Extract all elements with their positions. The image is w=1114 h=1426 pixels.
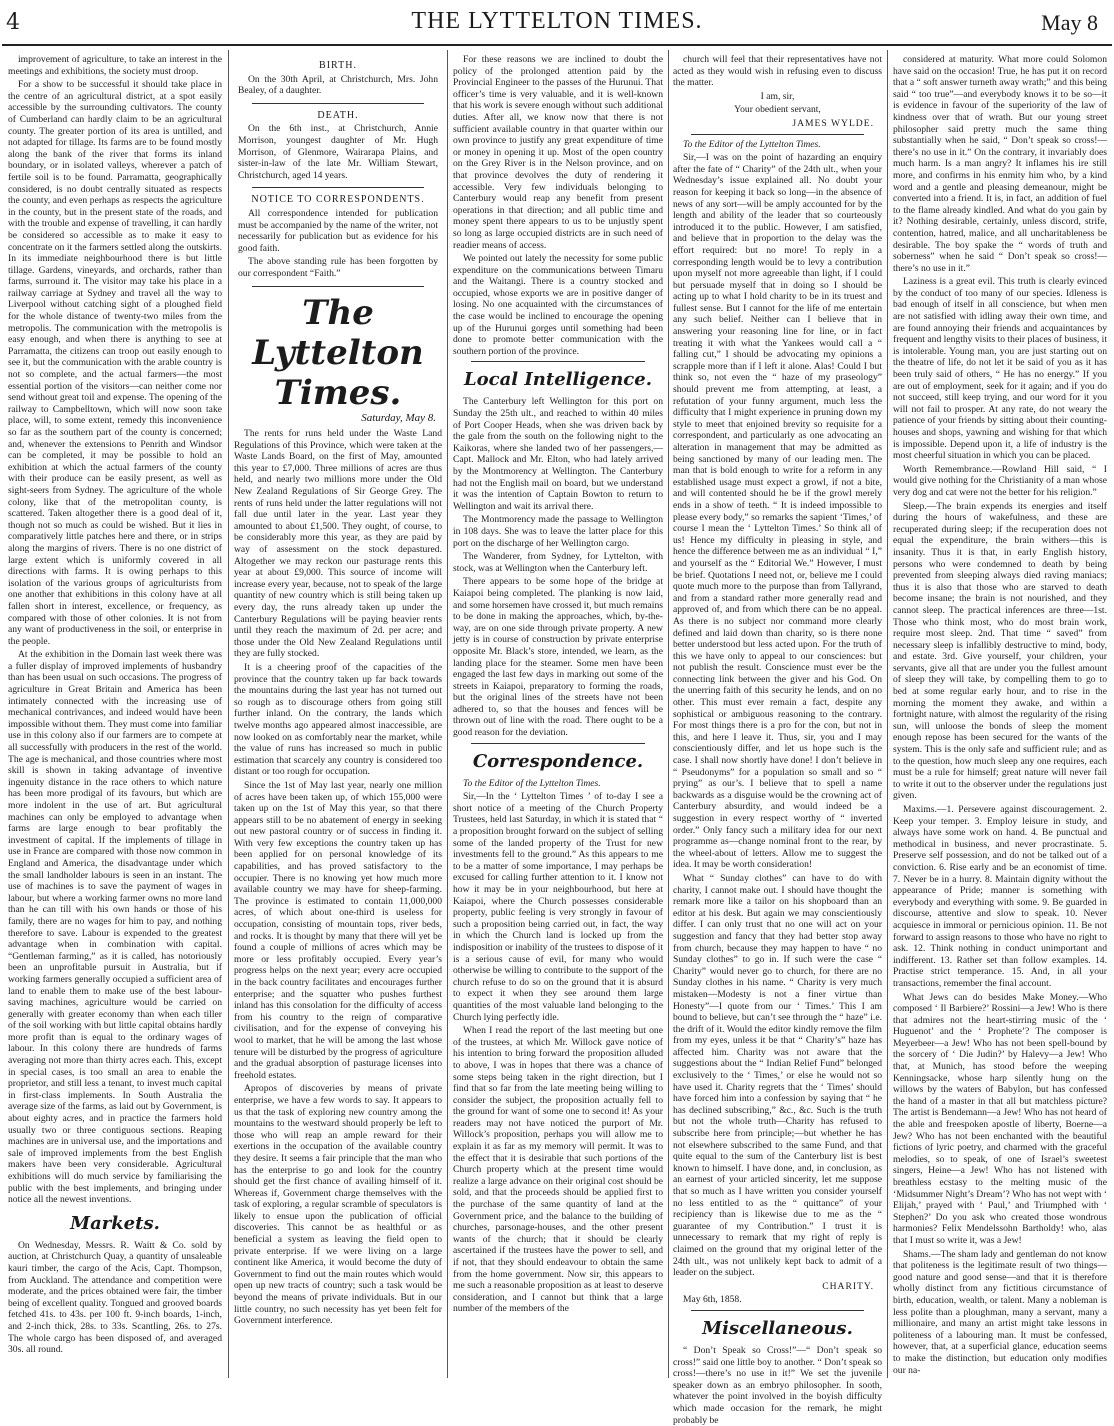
letter-closing: I am, sir, xyxy=(760,90,795,102)
divider xyxy=(252,286,424,287)
birth-notice xyxy=(238,60,438,97)
letter-closing: Your obedient servant, xyxy=(734,104,821,116)
letter-paragraph: When I read the report of the last meeting but one of the trustees, at which Mr. Willock gave notice of his intention to bring forward the proposition alluded to above, I was in hopes that there was a chance of some steps being taken in the right direction, but I find that so far from the late meeting being willing to consider the subject, the proposition actually fell to the ground for want of some one to second it! As your readers may not have noticed the purport of Mr. Willock’s proposition, perhaps you will allow me to explain it as far as my memory will permit. It was to the effect that it is desirable that such portions of the Church property which at the present time would realize a large advance on their original cost should be sold, and that the proceeds should be applied first to the purchase of the same quantity of land at the Government price, and the balance to the building of churches, parsonage-houses, and the other present wants of the church; that it should be clearly ascertained if the trustees have the power to sell, and if not, that they should endeavour to obtain the same from the home government. Now sir, this appears to me such a reasonable proposition as at least to deserve consideration, and I cannot but think that a large number of the members of the xyxy=(453,1025,663,1315)
letter-date: May 6th, 1858. xyxy=(683,1294,742,1306)
letter-signature: JAMES WYLDE. xyxy=(792,117,874,129)
article-paragraph: Since the 1st of May last year, nearly one million of acres have been taken up, of which 155,000 were taken up on the 1st of May this year, so that there appears still to be no abatement of energy in seeking out new pastoral country or of success in finding it. With very few exceptions the country taken up has been applied for on personal knowledge of its capabilities, and has proved satisfactory to the occupier. There is no knowing yet how much more available country we may have for sheep-farming. The province is estimated to contain 11,000,000 acres, of which about one-third is useless for occupation, consisting of mountain tops, river beds, and rocks. It is thought by many that there will yet be found a couple of millions of acres which may be more or less profitably occupied. Every year’s progress helps on the next year; every acre occupied in the back country facilitates and encourages further enterprise; and the squatter who pushes furthest inland has this consolation for the difficulty of access from his country to the reign of comparative civilisation, and for the expense of conveying his wool to market, that he will be among the last whose tenure will be disturbed by the progress of agriculture and the gradual absorption of pasturage licenses into freehold estates. xyxy=(234,779,442,1081)
column-rule xyxy=(887,50,888,1378)
section-heading-local-intelligence: Local Intelligence. xyxy=(464,369,652,391)
news-paragraph: There appears to be some hope of the bridge at Kaiapoi being completed. The planking is now laid, and some horsemen have crossed it, but much remains to be done in making the approaches, which, by-the-way, are on one side through private property. A new jetty is in course of construction by private enterprise opposite Mr. Black’s store, intended, we learn, as the landing place for the steamer. Some men have been engaged the last few days in marking out some of the streets in Kaiapoi, preparatory to forming the roads, but the original lines of the streets have not been adhered to, so that the houses and fences will be thrown out of line with the road. There ought to be a good reason for the deviation. xyxy=(453,576,663,739)
editorial-dateline: Saturday, May 8. xyxy=(361,411,436,424)
column-rule xyxy=(668,50,669,1378)
news-paragraph: The Wanderer, from Sydney, for Lyttelton, with stock, was at Wellington when the Canterbury left. xyxy=(453,551,663,574)
article-paragraph: It is a cheering proof of the capacities of the province that the country taken up far back towards the mountains during the last year has not turned out so rough as to discourage others from going still further inland. On the contrary, the lands which twelve months ago appeared almost inaccessible, are now looked on as comfortably near the market, while the value of runs has increased so much in public estimation that scarcely any country is considered too distant or too rough for occupation. xyxy=(234,661,442,778)
issue-date: May 8 xyxy=(1041,10,1098,35)
divider xyxy=(471,361,645,362)
letter-address: To the Editor of the Lyttelton Times. xyxy=(463,777,601,789)
article-paragraph: We pointed out lately the necessity for some public expenditure on the communications between Timaru and the Waitangi. There is a country stocked and occupied, whose exports we are in positive danger of losing. No one acquainted with the circumstances of the case would be inclined to encourage the opening up of the Hurunui gorges until something had been done to promote better communication with the southern portion of the province. xyxy=(453,253,663,357)
article-paragraph: For these reasons we are inclined to doubt the policy of the prolonged attention paid by the Provincial Engineer to the passes of the Hurunui. That officer’s time is very valuable, and it is well-known that his work is severe enough without such additional duties. After all, we know now that there is not sufficient available country in that quarter within our own province to justify any great expenditure of time or money in opening it up. Most of the open country on the Grey River is in the Nelson province, and on that province devolves the duty of rendering it accessible. Very few individuals belonging to Canterbury would reap any benefit from present operations in that direction; and all public time and money spent there appears to us to be unjustly spent so long as large occupied districts are in such need of readier means of access. xyxy=(453,54,663,251)
misc-paragraph: Maxims.—1. Persevere against discouragement. 2. Keep your temper. 3. Employ leisure in study, and always have some work on hand. 4. Be punctual and methodical in business, and never procrastinate. 5. Preserve self possession, and do not be talked out of a conviction. 6. Rise early and be an economist of time. 7. Never be in a hurry. 8. Maintain dignity without the appearance of Pride; manner is something with everybody and everything with some. 9. Be guarded in discourse, attentive and slow to speak. 10. Never acquiesce in immoral or pernicious opinion. 11. Be not forward to assign reasons to those who have no right to ask. 12. Think nothing in conduct unimportant and indifferent. 13. Rather set than follow examples. 14. Practise strict temperance. 15. And, in all your transactions, remember the final account. xyxy=(893,804,1107,989)
notice-text: All correspondence intended for publication must be accompanied by the name of the writer, not necessarily for publication but as evidence for his good faith. xyxy=(238,207,438,254)
header-rule xyxy=(2,44,1112,46)
letter-address: To the Editor of the Lyttelton Times. xyxy=(683,138,821,150)
misc-paragraph: considered at maturity. What more could Solomon have said on the occasion! True, he has put it on record that a “ soft answer turneth away wrath;” and this being said “ too true”—and everybody knows it to be so—it is evidence in favour of the superiority of the law of kindness over that of wrath. But our young street philosopher said pretty much the same thing substantially when he said, “ Don’t speak so cross!—there’s no use in it.” On the contrary, it invariably does much harm. Is a man angry? It inflames his ire still more, and confirms in his enmity him who, by a kind word and a gentle and pleasing demeanour, might be converted into a friend. It is, in fact, an addition of fuel to the flame already kindled. And what do you gain by it? Nothing desirable, certainly, unless discord, strife, contention, hatred, malice, and all uncharitableness be desirable. The boy spake the “ words of truth and soberness” when he said “ Don’t speak so cross!—there’s no use in it.” xyxy=(893,54,1107,274)
misc-paragraph: Laziness is a great evil. This truth is clearly evinced by the conduct of too many of our species. Idleness is bad enough of itself in all conscience, but when men are not satisfied with idling away their own time, and are found annoying their friends and acquaintances by frequent and lengthy visits to their places of business, it is intolerable. Young man, you are just starting out on the theatre of life, do not let it be said of you as it has been truly said of others, “ He has no energy.” If you are out of employment, seek for it again; and if you do not succeed, still keep trying, and our word for it you will not fail to prosper. At any rate, do not weary the patience of your friends by sitting about their counting-houses and shops, yawning and wishing for that which is impossible. Depend upon it, a life of industry is the most cheerful situation in which you can be placed. xyxy=(893,276,1107,462)
news-paragraph: The Canterbury left Wellington for this port on Sunday the 25th ult., and reached to within 40 miles of Port Cooper Heads, when she was driven back by the gale from the south on the following night to the Kaikoras, where she landed two of her passengers,—Capt. Mallock and Mr. Elton, who had lately arrived by the Montmorency at Wellington. The Canterbury had not the English mail on board, but we understand it was the intention of Captain Bowton to return to Wellington and wait its arrival there. xyxy=(453,396,663,512)
column-1 xyxy=(8,54,222,1380)
misc-paragraph: What Jews can do besides Make Money.—Who composed ‘ Il Barbiere?’ Rossini—a Jew! Who is there that admires not the heart-stirring music of the ‘ Huguenot’ and the ‘ Prophete’? The composer is Meyerbeer—a Jew! Who has not been spell-bound by the sorcery of ‘ Die Judin?’ by Halevy—a Jew! Who that, at Munich, has stood before the weeping Kenningsacke, whose harp silently hung on the willows by the waters of Babylon, but has confessed the hand of a master in that all but matchless picture? The artist is Bendemann—a Jew! Who has not heard of the able and freespoken apostle of liberty, Boerne—a Jew? Who has not been enchanted with the beautiful fictions of lyric poetry, and charmed with the graceful melodies, so to speak, of one of Israel’s sweetest singers, Heine—a Jew! Who has not listened with breathless ecstasy to the melting music of the ‘Midsummer Night’s Dream’? Who has not wept with ‘ Elijah,’ prayed with ‘ Paul,’ and Triumphed with ‘ Stephen?’ Do you ask who created those wondrous harmonies? Felix Mendelssohn Bartholdy! who, alas that I must so write it, was a Jew! xyxy=(893,991,1107,1246)
divider xyxy=(471,743,645,744)
divider xyxy=(252,187,424,188)
article-paragraph: Apropos of discoveries by means of private enterprise, we have a few words to say. It appears to us that the task of exploring new country among the mountains to the westward should properly be left to those who will reap an ample reward for their exertions in the occupation of the available country they desire. It seems a fair principle that the man who has the enterprise to go and look for the country should get the first chance of availing himself of it. Whereas if, Government charge themselves with the task of exploring, a regular scramble of speculators is likely to ensue upon the publication of official discoveries. This cannot be as healthful or as beneficial a system as leaving the field open to private enterprise. If we were living on a large continent like America, it would become the duty of Government to find out the main routes which would open up new tracts of country; such a task would be beyond the means of private individuals. But in our little country, no such necessity has yet been felt for Government interference. xyxy=(234,1083,442,1327)
death-heading: DEATH. xyxy=(317,109,359,121)
article-paragraph: The rents for runs held under the Waste Land Regulations of this Province, which were taken at the Waste Lands Board, on the first of May, amounted this year to £7,000. Three millions of acres are thus held, and nearly two millions more under the Old New Zealand Regulations of Sir George Grey. The rents of runs held under the latter regulations will not fall due until later in the year. Last year they amounted to about £1,500. They ought, of course, to be considerably more this year, as they are paid by way of assessment on the stock depastured. Altogether we may reckon our pasturage rents this year at about £9,000. This source of income will increase every year, because, not to speak of the large quantity of new country which is still being taken up every day, the runs already taken up under the Canterbury Regulations will be paying heavier rents until they reach the maximum of 2d. per acre; and those under the Old New Zealand Regulations until they are fully stocked. xyxy=(234,428,442,660)
letter-paragraph: What “ Sunday clothes” can have to do with charity, I cannot make out. I should have thought the remark more like a tailor on his shopboard than an editor at his desk. But again we may conscientiously differ. I can only trust that no one will act on your suggestion and fancy that they had better stop away from church, because they may happen to have “ no Sunday clothes” to go in. If such were the case “ Charity” would never go to church, for there are no Sunday clothes in his name. “ Charity is very much mistaken—Modesty is not a finer virtue than Honesty”—I quote from our ‘ Times.’ This I am bound to believe, but can’t see through the “ haze” i.e. the drift of it. Would the editor kindly remove the film from my eyes, unless it be that “ Charity’s” haze has affected him. Charity was not aware that the suggestions about the “ Indian Relief Fund” belonged exclusively to the ‘ Times,’ or else he would not so have used it. Charity regrets that the ‘ Times’ should have forced him into a confession by saying that “ he has declined subscribing,” &c., &c. Such is the truth but not the whole truth—Charity has refused to subscribe here from principle;—but whether he has not elsewhere subscribed to the same Fund, and that quite equal to the sum of the Canterbury list is best known to himself. I have done, and, in conclusion, as an earnest of your articled sincerity, let me suppose that so much as I have written you consider yourself no less entitled to as the “ quittance” of your recipiency than is likewise due to me as the “ guarantee of my Contribution.” I trust it is unnecessary to remark that my right of reply is claimed on the ground that my original letter of the 24th ult., was not unlikely kept back to admit of a leader on the subject. xyxy=(673,872,882,1279)
page-number: 4 xyxy=(6,10,20,35)
birth-heading: BIRTH. xyxy=(319,60,357,71)
column-4 xyxy=(673,54,882,1426)
newspaper-title: THE LYTTELTON TIMES. xyxy=(411,8,703,34)
birth-text: On the 30th April, at Christchurch, Mrs. John Bealey, of a daughter. xyxy=(238,73,438,97)
section-heading-correspondence: Correspondence. xyxy=(472,750,644,772)
column-3 xyxy=(453,54,663,1380)
correspondents-notice xyxy=(238,194,438,279)
news-paragraph: The Montmorency made the passage to Wellington in 108 days. She was to leave the latter place for this port on the discharge of her Wellington cargo. xyxy=(453,514,663,549)
divider xyxy=(252,103,424,104)
letter-signature: CHARITY. xyxy=(822,1280,874,1292)
misc-paragraph: Worth Remembrance.—Rowland Hill said, “ I would give nothing for the Christianity of a man whose very dog and cat were not the better for his religion.” xyxy=(893,463,1107,498)
letter-paragraph: Sir,—I was on the point of hazarding an enquiry after the fate of “ Charity” of the 24th ult., when your Wednesday’s issue explained all. No doubt your reason for keeping it back so long—in the absence of news of any sort—will be amply accounted for by the length and ability of the leader that so courteously introduced it to the public. However, I am satisfied, and believe that in proportion to the delay was the effort required: but no more! To reply in a corresponding length would be to levy a contribution upon myself not more agreeable than light, if I could but persuade myself that in doing so I should be acting up to what I hold charity to be in its truest and fullest sense. But I cannot for the life of me entertain any such belief. Neither can I believe that in answering your reasoning line for line, or in fact treating it with what the Yankees would call a “ falling cut,” I should be advocating my opinions a scrapple more than if I left it alone. Alas! Could I but think so, not even the “ haze of my praseology” should prevent me from attempting, at least, a refutation of your funny argument, much less the difficulty that I might experience in pruning down my style to meet that enjoined brevity so requisite for a correspondent, and particularly as one advocating an alteration in management that may be admitted as being sanctioned by many of our leading men. The man that is bold enough to write for a reform in any established usage must expect a growl, if not a bite, and will contented should he be if the growl merely ends in a show of teeth. “ It is indeed impossible to please every body,” so remarks the sapient ‘Times,’ of course I mean the ‘ Lyttelton Times.’ So think all of us! Hence my difficulty in pleasing in style, and hence the difference between me as an individual “ I,” and yourself as the “ Editorial We.” However, I must be brief. Quotations I need not, or, believe me I could quote much more to the purpose than from Tallyrand, and from a standard rather more generally read and approved of, and from which there can be no appeal. As there is no subject nor command more clearly defined and laid down than charity, so is there none better understood but less acted upon. For the truth of this we have only to appeal to our consciences: but not publish the result. Conscience must ever be the connecting link between the giver and his God. On the unerring faith of this security he lends, and on no other. This must ever remain a fact, despite any sophistical or ambiguous reasoning to the contrary. For most things there is a pro for the con, but not in this, and here I leave it. Thus, sir, you and I may conscientiously differ, and let us hope such is the case. I shall now shortly have done! I don’t believe in “ Pseudonyms” for a population so small and so “ prying” as our’s. I believe that to spell a name backwards as a disguise would be the crowning act of Canterbury absurdity, and would indeed be a suggestion in every respect worthy of “ inverted order.” Only fancy such a military idea for our next programme as—change nominal front to the rear, by the wheel-about of letters. Allow me to suggest the idea. It may be worth consideration! xyxy=(673,152,882,871)
article-paragraph: For a show to be successful it should take place in the centre of an agricultural district, at a spot easily accessible by the surrounding cultivators. The county of Cumberland can hardly claim to be an agricultural county. The greater portion of its area is untilled, and not adapted for tillage. Its farms are to be found mostly along the bank of the river that forms its inland boundary, or in isolated valleys, wherever a patch of fertile soil is to be found. Parramatta, geographically considered, is no doubt centrally situated as respects the county, and even perhaps as respects the agriculture in the county, but in the present state of the roads, and with the trouble and expense of travelling, it can hardly be considered so accessible as to make it easy to concentrate on it the farmers settled along the outskirts. In its immediate neighbourhood there is but little tillage. Gardens, vineyards, and orchards, rather than farms, surround it. The visitor may take his place in a railway carriage at Sydney and travel all the way to Liverpool without catching sight of a ploughed field for the whole distance of twenty-two miles from the metropolis. The communication with the metropolis is easy enough, and when there is anything to see at Parramatta, the citizens can troop out easily enough to see it, but the communication with the arable country is not so complete, and the actual farmers—the most essential portion of the visitors—can neither come nor send without great toil and expense. The opening of the railway to Campbelltown, which will now soon take place, will, to some extent, remedy this inconvenience so far as the southern part of the county is concerned; and, whenever the extensions to Penrith and Windsor can be completed, it may be possible to hold an exhibition at which the actual farmers of the county with their produce can be easily present, as well as sight-seers from Sydney. The agriculture of the whole colony, like that of the metropolitan county, is scattered. Taken altogether there is a good deal of it, though not so much as could be wished. But it lies in comparatively little patches here and there, or in strips along the margins of rivers. There is no one district of large extent which is uniformly covered in all directions with farms. It is owing perhaps to this isolation of the various groups of agriculturists from one another that exhibitions in this colony have at all fallen short in interest, excellence, or frequency, as compared with those of other colonies. It is not from any want of productiveness in the soil, or enterprise in the people. xyxy=(8,79,222,647)
divider xyxy=(691,1310,864,1311)
markets-paragraph: On Wednesday, Messrs. R. Waitt & Co. sold by auction, at Christchurch Quay, a quantity of unsaleable kauri timber, the cargo of the Acis, Capt. Thompson, from Auckland. The attendance and competition were moderate, and the prices obtained were fair, the timber being of excellent quality. Tongued and grooved boards fetched 41s. to 43s. per 100 ft. 9-inch boards, 1-inch, and 2-inch thick, 28s. to 33s. Scantling, 26s. to 27s. The whole cargo has been disposed of, and averaged 30s. all round. xyxy=(8,1239,222,1356)
misc-paragraph: Shams.—The sham lady and gentleman do not know that politeness is the legitimate result of two things—good nature and good sense—and that it is therefore wholly distinct from any fictitious circumstance of birth, education, wealth, or talent. Many a nobleman is less polite than a ploughman, many a servant, many a millionaire, and many an artist might take lessons in politeness of a labouring man. It must be confessed, however, that, at a superficial glance, education seems to make the distinction, but education only modifies our na- xyxy=(893,1248,1107,1376)
column-5 xyxy=(893,54,1107,1380)
article-paragraph: improvement of agriculture, to take an interest in the meetings and exhibitions, the society must droop. xyxy=(8,54,222,77)
column-rule xyxy=(228,50,229,1378)
column-rule xyxy=(447,50,448,1378)
death-notice xyxy=(238,110,438,182)
column-2 xyxy=(234,54,442,1380)
notice-text: The above standing rule has been forgotten by our correspondent “Faith.” xyxy=(238,256,438,279)
editorial-masthead: The Lyttelton Times. xyxy=(252,292,424,413)
divider xyxy=(691,134,864,135)
death-text: On the 6th inst., at Christchurch, Annie Morrison, youngest daughter of Mr. Hugh Morrison, of Glenmore, Wairarapa Plains, and sister-in-law of the late Mr. William Stewart, Christchurch, aged 14 years. xyxy=(238,123,438,181)
notice-heading: NOTICE TO CORRESPONDENTS. xyxy=(251,194,425,206)
misc-paragraph: Sleep.—The brain expends its energies and itself during the hours of wakefulness, and these are recuperated during sleep; if the recuperation does not equal the expenditure, the brain withers—this is insanity. Thus it is that, in early English history, persons who were condemned to death by being prevented from sleeping always died raving maniacs; thus it is also that those who are starved to death become insane; the brain is not nourished, and they cannot sleep. The practical inferences are three—1st. Those who think most, who do most brain work, require most sleep. 2nd. That time “ saved” from necessary sleep is infallibly destructive to mind, body, and estate. 3rd. Give yourself, your children, your servants, give all that are under you the fullest amount of sleep they will take, by compelling them to go to bed at some regular early hour, and to rise in the morning the moment they awake, and within a fortnight nature, with almost the regularity of the rising sun, will unloose the bonds of sleep the moment enough repose has been secured for the wants of the system. This is the only safe and sufficient rule; and as to the question, how much sleep any one requires, each must be a rule for himself; great nature will never fail to write it out to the observer under the regulations just given. xyxy=(893,500,1107,802)
page-header xyxy=(0,0,1114,46)
letter-paragraph: Sir,—In the ‘ Lyttelton Times ’ of to-day I see a short notice of a meeting of the Church Property Trustees, held last Saturday, in which it is stated that “ a proposition brought forward on the subject of selling some of the landed property of the Trust for new investments fell to the ground.” As this appears to me to be a matter of some importance, I may perhaps be excused for calling further attention to it. I know not how it may be in your neighbourhood, but here at Kaiapoi, where the Church possesses considerable property, public feeling is very strongly in favour of such a proposition being carried out, in fact, the way in which the Church land is locked up from the indisposition or inability of the trustees to dispose of it is a serious cause of evil, for many who would otherwise be willing to contribute to the support of the church refuse to do so on the ground that it is absurd to expect it when they see around them large quantities of the most valuable land belonging to the Church lying perfectly idle. xyxy=(453,791,663,1023)
section-heading-markets: Markets. xyxy=(70,1212,160,1234)
section-heading-miscellaneous: Miscellaneous. xyxy=(702,1317,853,1339)
article-paragraph: At the exhibition in the Domain last week there was a fuller display of improved implements of husbandry than has been usual on such occasions. The progress of agriculture in Great Britain and America has been intimately connected with the increasing use of mechanical contrivances, and indeed would have been impossible without them. They must come into familiar use in this colony also if our farmers are to compete at all successfully with producers in the rest of the world. The age is mechanical, and those countries where most skill is shown in taking advantage of inventive ingenuity distance in the race others to which nature has been more prodigal of its favours, but which are more indolent in the use of art. But agricultural machines can only be employed to advantage when farms are large enough to bear profitably the investment of capital. If the implements of tillage in use in France are compared with those now common in England and America, the disadvantage under which the small landholder labours is seen in an instant. The use of machines is to save the payment of wages in labour, but where a working farmer owns no more land than he can till with his own hands or those of his family, there are no wages for him to pay, and nothing therefore to save. Labour is expended to the greatest advantage when in combination with capital. “Gentleman farming,” as it is called, has notoriously been an unprofitable pursuit in Australia, but if working farmers generally occupied a sufficient area of land to enable them to make use of the best labour-saving machines, agriculture would be carried on generally with greater economy than when each tiller of the soil working with but little capital obtains hardly more profit than is equal to the ordinary wages of labour. In this colony there are hundreds of farms averaging not more than thirty acres each. This, except in special cases, is too small an area to enable the proprietor, and still less a tenant, to invest much capital in first-class implements. In South Australia the average size of the farms, as laid out by Government, is about eighty acres, and in practice the farmers hold usually two or three contiguous sections. Reaping machines are in universal use, and the importations and sale of improved implements from the best English makers have been very considerable. Agricultural exhibitions will do much service by familiarising the public with the best implements, and bringing under notice all the newest inventions. xyxy=(8,649,222,1206)
misc-paragraph: “ Don’t Speak so Cross!”—“ Don’t speak so cross!” said one little boy to another. “ Don’t speak so cross!—there’s no use in it!” We set the juvenile speaker down as an embryo philosopher. In sooth, whatever the point involved in the boyish difficulty which made occasion for the remark, he might probably be xyxy=(673,1344,882,1426)
letter-paragraph: church will feel that their representatives have not acted as they would wish in refusing even to discuss the matter. xyxy=(673,54,882,89)
